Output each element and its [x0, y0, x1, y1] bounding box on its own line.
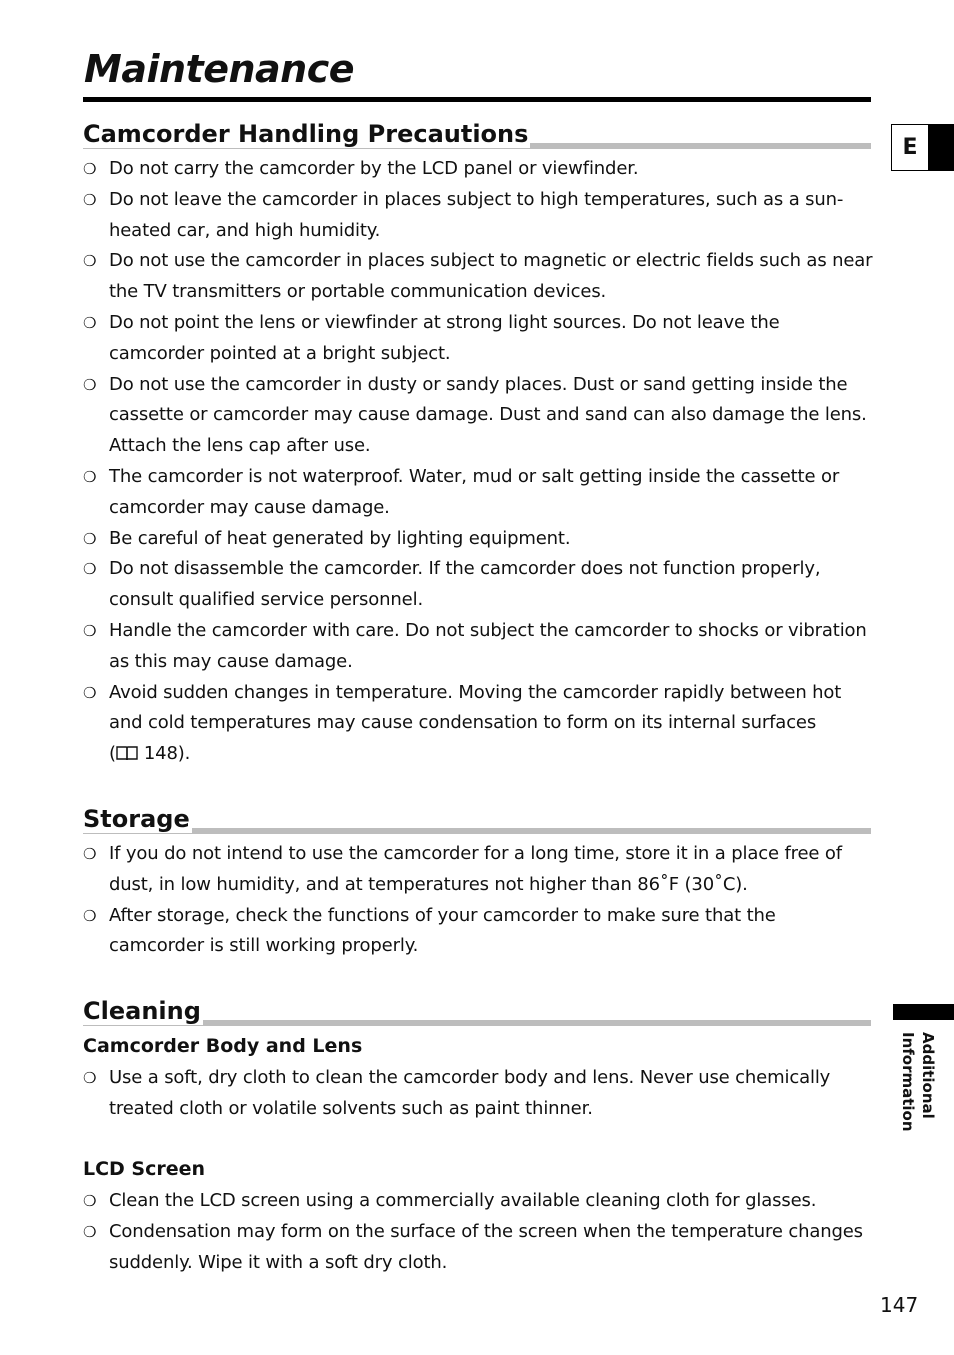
- list-item: [83, 524, 873, 555]
- section-side-bar: [893, 1004, 954, 1020]
- bullet-icon: ❍: [83, 1222, 97, 1241]
- section-title-storage: [83, 804, 196, 834]
- side-label-line: Additional: [919, 1032, 937, 1119]
- bullet-icon: ❍: [83, 252, 97, 271]
- bullet-icon: ❍: [83, 375, 97, 394]
- subheading-body-lens: Camcorder Body and Lens: [83, 1035, 363, 1057]
- body-lens-list: [83, 1063, 873, 1125]
- section-heading-handling: [83, 115, 871, 149]
- list-item: [83, 1186, 873, 1217]
- section-rule: [83, 828, 871, 834]
- bullet-icon: ❍: [83, 1192, 97, 1210]
- bullet-icon: ❍: [83, 845, 97, 863]
- list-item: [83, 678, 873, 770]
- section-heading-storage: [83, 800, 871, 834]
- title-rule: [83, 97, 871, 102]
- section-title-cleaning: [83, 996, 207, 1026]
- list-item-text: Do not point the lens or viewfinder at strong light sources. Do not leave the camcorder pointed at a bright subject.: [109, 311, 780, 364]
- side-label-text: [898, 1032, 938, 1132]
- list-item-text: Do not use the camcorder in dusty or sandy places. Dust or sand getting inside the cassette or camcorder may cause damage. Dust and sand can also damage the lens. Attach the lens cap after use.: [109, 373, 867, 457]
- list-item: [83, 462, 873, 524]
- page-title: Maintenance: [84, 47, 355, 91]
- lcd-list: [83, 1186, 873, 1278]
- bullet-icon: ❍: [83, 906, 97, 925]
- list-item: [83, 185, 873, 247]
- bullet-icon: ❍: [83, 467, 97, 486]
- subheading-lcd-screen: LCD Screen: [83, 1158, 206, 1180]
- list-item-text: Avoid sudden changes in temperature. Moving the camcorder rapidly between hot and cold temperatures may cause condensation to form on its internal surfaces: [109, 681, 842, 734]
- storage-list: [83, 839, 873, 962]
- bullet-icon: ❍: [83, 621, 97, 640]
- page-reference: [109, 743, 190, 764]
- list-item-text: After storage, check the functions of your camcorder to make sure that the camcorder is still working properly.: [109, 904, 776, 957]
- bullet-icon: ❍: [83, 529, 97, 548]
- page-number: 147: [880, 1293, 919, 1317]
- list-item: [83, 1063, 873, 1125]
- section-title-text: Camcorder Handling Precautions: [83, 120, 529, 148]
- list-item: [83, 554, 873, 616]
- list-item-text: Do not disassemble the camcorder. If the camcorder does not function properly, consult qualified service personnel.: [109, 558, 821, 611]
- language-tab-letter: E: [891, 124, 929, 171]
- language-tab-bar: [929, 124, 954, 171]
- side-label-line: Information: [899, 1032, 917, 1132]
- language-tab: [891, 124, 954, 171]
- reference-page: 148).: [143, 743, 191, 765]
- bullet-icon: ❍: [83, 313, 97, 332]
- list-item: [83, 1217, 873, 1279]
- list-item: [83, 839, 873, 901]
- handling-list: [83, 154, 873, 770]
- list-item-text: Handle the camcorder with care. Do not subject the camcorder to shocks or vibration as this may cause damage.: [109, 619, 867, 672]
- list-item: [83, 370, 873, 462]
- section-title-text: Storage: [83, 805, 190, 833]
- section-title-text: Cleaning: [83, 997, 201, 1025]
- list-item: [83, 308, 873, 370]
- section-heading-cleaning: [83, 992, 871, 1026]
- list-item-text: Do not leave the camcorder in places subject to high temperatures, such as a sun-heated car, and high humidity.: [109, 188, 844, 241]
- list-item-text: Condensation may form on the surface of the screen when the temperature changes suddenly. Wipe it with a soft dry cloth.: [109, 1220, 863, 1273]
- list-item-text: Do not carry the camcorder by the LCD panel or viewfinder.: [109, 158, 639, 179]
- list-item-text: Clean the LCD screen using a commercially available cleaning cloth for glasses.: [109, 1190, 817, 1211]
- bullet-icon: ❍: [83, 560, 97, 579]
- bullet-icon: ❍: [83, 190, 97, 209]
- bullet-icon: ❍: [83, 683, 97, 702]
- section-title-handling: [83, 119, 534, 149]
- bullet-icon: ❍: [83, 1069, 97, 1087]
- bullet-icon: ❍: [83, 160, 97, 178]
- list-item: [83, 616, 873, 678]
- list-item: [83, 901, 873, 963]
- list-item-text: Do not use the camcorder in places subject to magnetic or electric fields such as near the TV transmitters or portable communication devices.: [109, 250, 873, 303]
- list-item: [83, 246, 873, 308]
- list-item: [83, 154, 873, 185]
- book-icon: [116, 745, 138, 761]
- list-item-text: The camcorder is not waterproof. Water, mud or salt getting inside the cassette or camcorder may cause damage.: [109, 465, 840, 518]
- list-item-text: Use a soft, dry cloth to clean the camcorder body and lens. Never use chemically treated cloth or volatile solvents such as paint thinner.: [109, 1067, 831, 1119]
- list-item-text: If you do not intend to use the camcorder for a long time, store it in a place free of dust, in low humidity, and at temperatures not higher than 86˚F (30˚C).: [109, 843, 842, 895]
- section-side-label: [894, 1032, 938, 1142]
- list-item-text: Be careful of heat generated by lighting equipment.: [109, 527, 571, 549]
- reference-open: (: [109, 743, 116, 765]
